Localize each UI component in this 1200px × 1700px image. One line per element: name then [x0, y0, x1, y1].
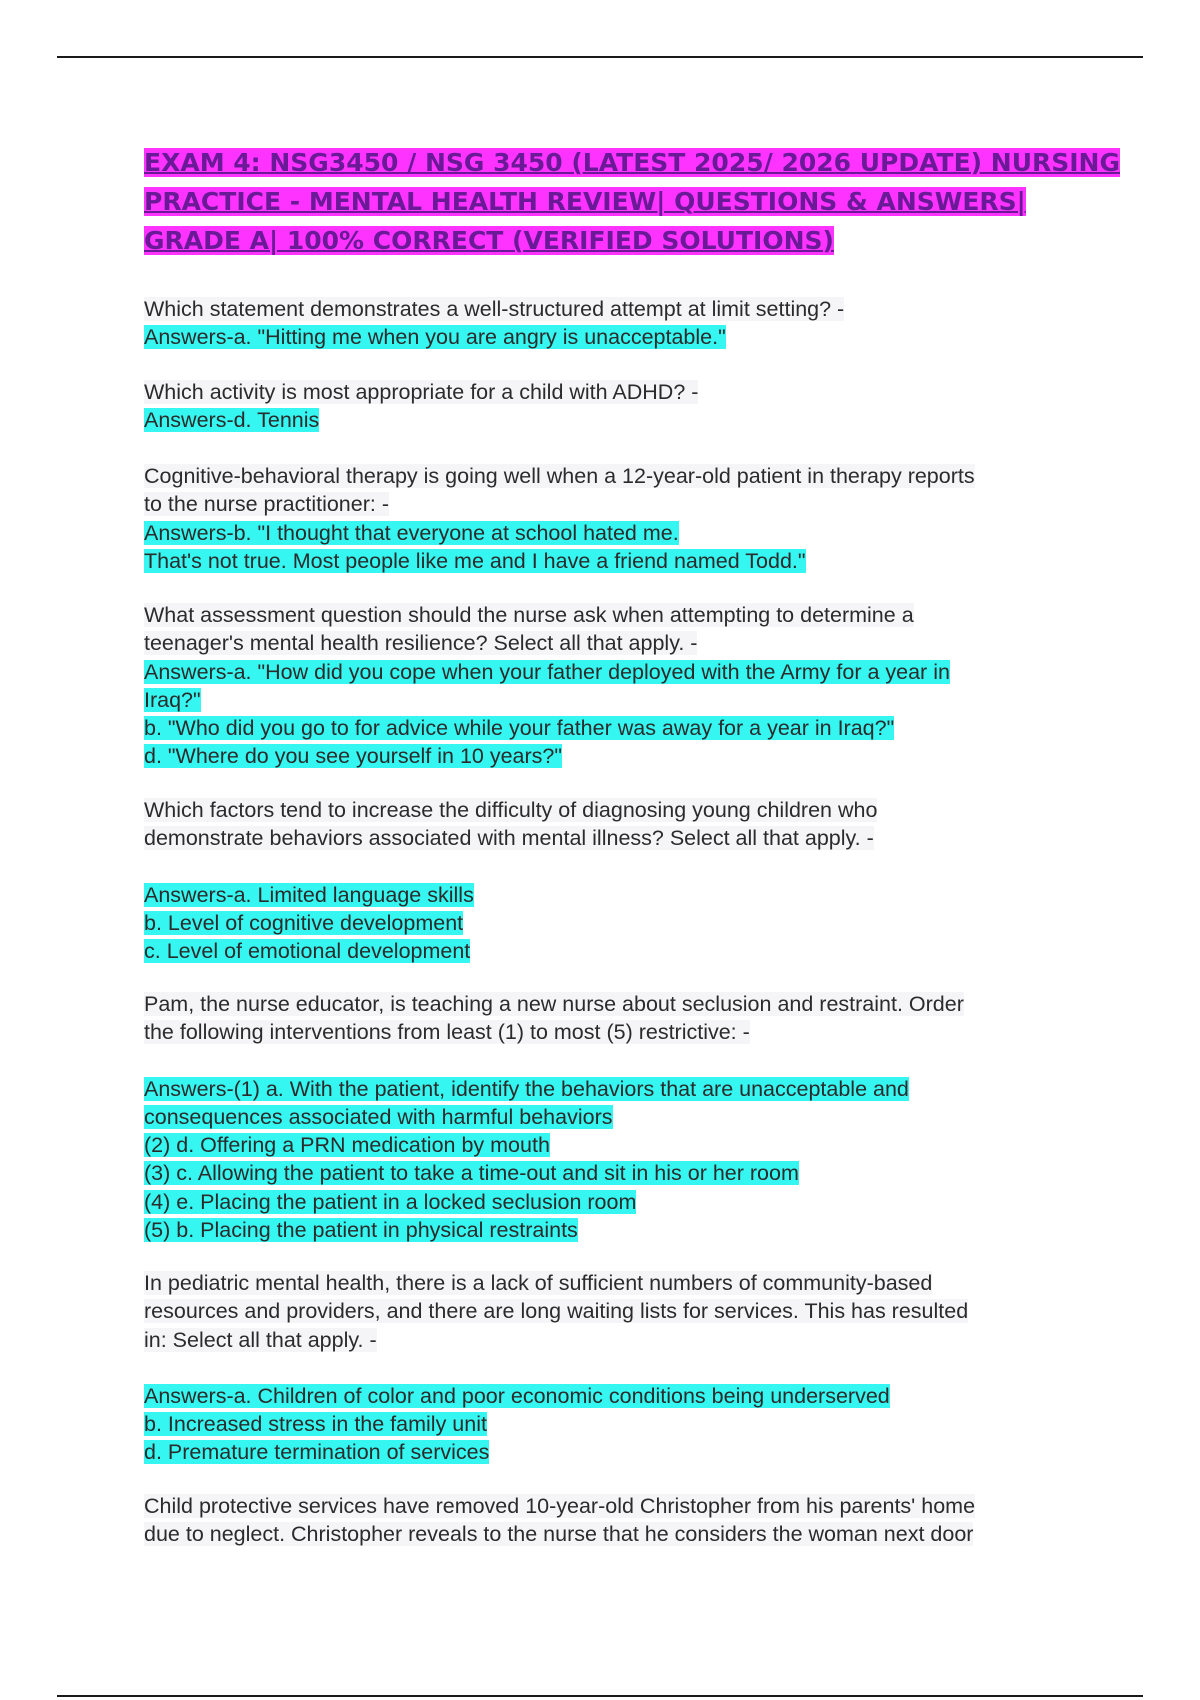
answer-text: Answers-a. "Hitting me when you are angry is unacceptable."	[144, 325, 726, 350]
answer-text: c. Level of emotional development	[144, 939, 471, 964]
qa-item-5	[144, 796, 1084, 965]
qa-item-7	[144, 1269, 1084, 1467]
answer-text: Answers-d. Tennis	[144, 408, 320, 433]
question-text: to the nurse practitioner: -	[144, 492, 389, 517]
question-text: Cognitive-behavioral therapy is going well when a 12-year-old patient in therapy reports	[144, 464, 975, 488]
answer-text: Answers-b. "I thought that everyone at school hated me.	[144, 520, 679, 545]
answer-text: b. Increased stress in the family unit	[144, 1412, 487, 1437]
question-text: in: Select all that apply. -	[144, 1327, 377, 1352]
answer-text: b. Level of cognitive development	[144, 910, 464, 935]
qa-item-8	[144, 1492, 1084, 1549]
answer-text: (3) c. Allowing the patient to take a time-out and sit in his or her room	[144, 1161, 799, 1186]
answer-text: Iraq?"	[144, 687, 201, 712]
qa-item-4	[144, 601, 1084, 771]
qa-item-2	[144, 378, 1084, 435]
question-text: Child protective services have removed 10-year-old Christopher from his parents' home	[144, 1494, 976, 1518]
qa-item-1	[144, 295, 1084, 352]
qa-item-3	[144, 462, 1084, 575]
question-text: Which factors tend to increase the difficulty of diagnosing young children who	[144, 798, 878, 822]
title-line-1: EXAM 4: NSG3450 / NSG 3450 (LATEST 2025/ 2026 UPDATE) NURSING	[144, 148, 1121, 177]
answer-text: Answers-a. Children of color and poor economic conditions being underserved	[144, 1383, 890, 1408]
document-title	[144, 143, 1121, 260]
answer-text: d. "Where do you see yourself in 10 years?"	[144, 744, 563, 769]
question-text: demonstrate behaviors associated with mental illness? Select all that apply. -	[144, 826, 874, 851]
question-text: In pediatric mental health, there is a lack of sufficient numbers of community-based	[144, 1271, 933, 1295]
question-text: Pam, the nurse educator, is teaching a new nurse about seclusion and restraint. Order	[144, 992, 964, 1016]
question-text: Which activity is most appropriate for a child with ADHD? -	[144, 380, 699, 404]
answer-text: (5) b. Placing the patient in physical restraints	[144, 1218, 578, 1243]
answer-text: b. "Who did you go to for advice while your father was away for a year in Iraq?"	[144, 716, 895, 741]
answer-text: Answers-a. "How did you cope when your father deployed with the Army for a year in	[144, 659, 950, 684]
top-rule	[57, 56, 1143, 58]
question-text: the following interventions from least (1) to most (5) restrictive: -	[144, 1020, 750, 1045]
answer-text: Answers-a. Limited language skills	[144, 882, 474, 907]
answer-text: (4) e. Placing the patient in a locked seclusion room	[144, 1189, 637, 1214]
question-text: Which statement demonstrates a well-structured attempt at limit setting? -	[144, 297, 845, 321]
question-text: resources and providers, and there are long waiting lists for services. This has resulted	[144, 1299, 969, 1324]
answer-text: That's not true. Most people like me and I have a friend named Todd."	[144, 548, 806, 573]
answer-text: consequences associated with harmful behaviors	[144, 1104, 613, 1129]
question-text: due to neglect. Christopher reveals to the nurse that he considers the woman next door	[144, 1522, 974, 1547]
bottom-rule	[57, 1695, 1143, 1697]
answer-text: d. Premature termination of services	[144, 1440, 490, 1465]
answer-text: (2) d. Offering a PRN medication by mouth	[144, 1133, 550, 1158]
title-line-3: GRADE A| 100% CORRECT (VERIFIED SOLUTIONS)	[144, 226, 834, 255]
question-text: What assessment question should the nurse ask when attempting to determine a	[144, 603, 914, 627]
answer-text: Answers-(1) a. With the patient, identify the behaviors that are unacceptable and	[144, 1076, 909, 1101]
qa-item-6	[144, 990, 1084, 1244]
title-line-2: PRACTICE - MENTAL HEALTH REVIEW| QUESTIONS & ANSWERS|	[144, 187, 1026, 216]
question-text: teenager's mental health resilience? Select all that apply. -	[144, 631, 698, 656]
